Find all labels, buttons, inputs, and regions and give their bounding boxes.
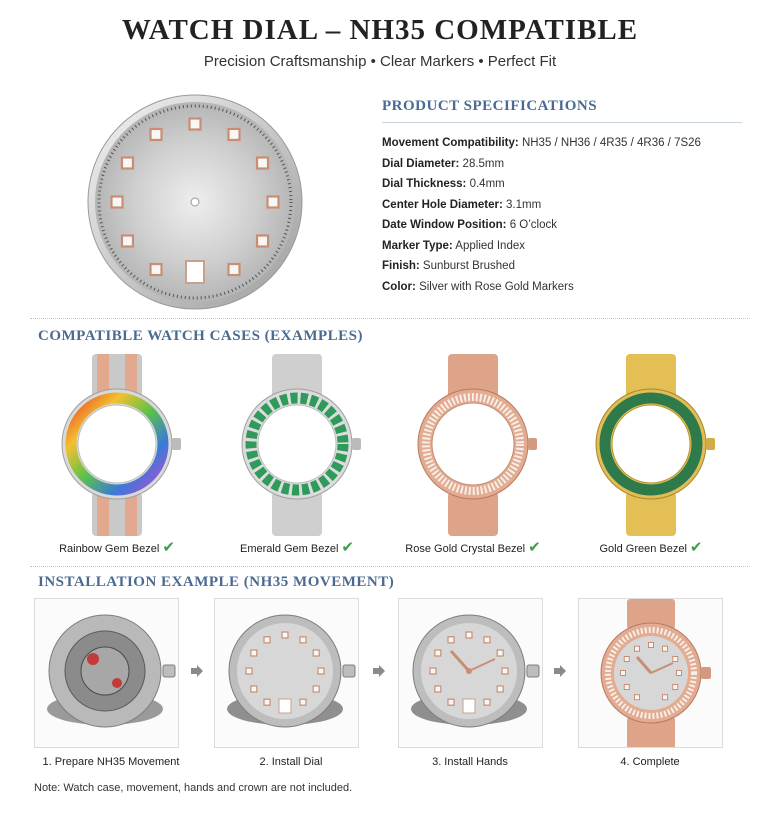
check-icon: ✔ [689,539,703,556]
hour-marker [251,686,257,692]
spec-row [382,174,742,195]
spec-value: 28.5mm [462,157,505,170]
case-emerald-gem [222,352,372,562]
spec-key: Dial Thickness: [382,178,467,190]
case-rose-gold-crystal [398,352,548,562]
section-divider [30,318,750,319]
hour-marker [624,657,629,662]
watch-case-image [42,352,192,537]
spec-value: NH35 / NH36 / 4R35 / 4R36 / 7S26 [521,137,701,149]
hour-marker [635,646,640,651]
hour-marker [257,236,268,247]
hour-marker [435,650,441,656]
hour-marker [246,668,252,674]
arrow-right-icon [372,664,386,678]
spec-key: Date Window Position: [382,219,507,231]
hour-marker [264,699,270,705]
case-label [212,538,382,556]
step-install-hands [398,598,543,748]
hour-marker [229,264,240,275]
hour-marker [112,197,123,208]
spec-row [382,133,742,154]
hour-marker [663,695,668,700]
page-title: WATCH DIAL – NH35 COMPATIBLE [121,14,639,46]
disclaimer-note: Note: Watch case, movement, hands and crown are not included. [34,782,353,794]
spec-value: Sunburst Brushed [422,260,515,272]
hour-marker [151,129,162,140]
hour-marker [448,637,454,643]
spec-value: 3.1mm [506,198,542,211]
hour-marker [313,686,319,692]
watch-case-image [398,352,548,537]
check-icon: ✔ [162,539,175,556]
case-rainbow-gem [42,352,192,562]
spec-list [382,133,742,297]
hour-marker [151,264,162,275]
hour-marker [484,699,490,705]
hour-marker [229,129,240,140]
case-label-text: Emerald Gem Bezel [239,543,339,555]
cases-heading: COMPATIBLE WATCH CASES (EXAMPLES) [38,328,364,344]
step-label: 3. Install Hands [432,756,508,768]
hour-marker [497,650,503,656]
hour-marker [466,632,472,638]
install-heading: INSTALLATION EXAMPLE (NH35 MOVEMENT) [38,574,395,590]
hour-marker [673,685,678,690]
spec-key: Movement Compatibility: [382,137,519,149]
arrow-right-icon [553,664,567,678]
section-divider [30,566,750,567]
spec-row [382,215,742,236]
product-dial-image [86,93,304,311]
hour-marker [268,197,279,208]
hour-marker [300,699,306,705]
hour-marker [649,643,654,648]
step-prepare-movement [34,598,179,748]
hour-marker [448,699,454,705]
hour-marker [257,158,268,169]
case-label-text: Rainbow Gem Bezel [59,543,160,555]
case-label-text: Rose Gold Crystal Bezel [405,543,526,555]
step-install-dial [214,598,359,748]
hour-marker [300,637,306,643]
spec-row [382,236,742,257]
product-specifications [382,98,742,297]
watch-case-image [576,352,726,537]
complete-watch-image [579,599,723,748]
spec-key: Dial Diameter: [382,157,460,170]
dial-with-hands-image [399,599,543,748]
check-icon: ✔ [528,539,541,556]
step-label: 2. Install Dial [259,756,323,768]
spec-row [382,277,742,298]
hour-marker [430,668,436,674]
hour-marker [673,657,678,662]
spec-row [382,256,742,277]
case-label [566,538,736,556]
spec-row [382,154,742,175]
hour-marker [122,158,133,169]
check-icon: ✔ [341,539,354,556]
hour-marker [190,119,201,130]
step-complete [578,598,723,748]
hour-marker [624,685,629,690]
hour-marker [497,686,503,692]
hour-marker [251,650,257,656]
hour-marker [635,695,640,700]
dial-on-movement-image [215,599,359,748]
case-label-text: Gold Green Bezel [599,543,687,555]
hour-marker [677,671,682,676]
spec-value: Applied Index [455,239,525,252]
spec-key: Marker Type: [382,239,453,252]
arrow-right-icon [190,664,204,678]
spec-value: 6 O’clock [509,219,557,231]
hour-marker [318,668,324,674]
hour-marker [663,646,668,651]
watch-case-image [222,352,372,537]
hour-marker [122,236,133,247]
case-gold-green [576,352,726,562]
spec-key: Finish: [382,260,420,272]
hour-marker [264,637,270,643]
step-label: 4. Complete [620,756,680,768]
specs-heading: PRODUCT SPECIFICATIONS [382,98,742,123]
movement-image [35,599,179,748]
spec-value: Silver with Rose Gold Markers [419,280,574,293]
spec-row [382,195,742,216]
spec-key: Color: [382,280,416,293]
spec-key: Center Hole Diameter: [382,198,503,211]
hour-marker [282,632,288,638]
case-label [388,538,558,556]
spec-value: 0.4mm [469,178,505,190]
step-label: 1. Prepare NH35 Movement [42,756,180,768]
hour-marker [484,637,490,643]
hour-marker [435,686,441,692]
hour-marker [313,650,319,656]
hour-marker [502,668,508,674]
hour-marker [621,671,626,676]
case-label [32,538,202,556]
page-subtitle: Precision Craftsmanship • Clear Markers • Perfect Fit [203,53,557,70]
